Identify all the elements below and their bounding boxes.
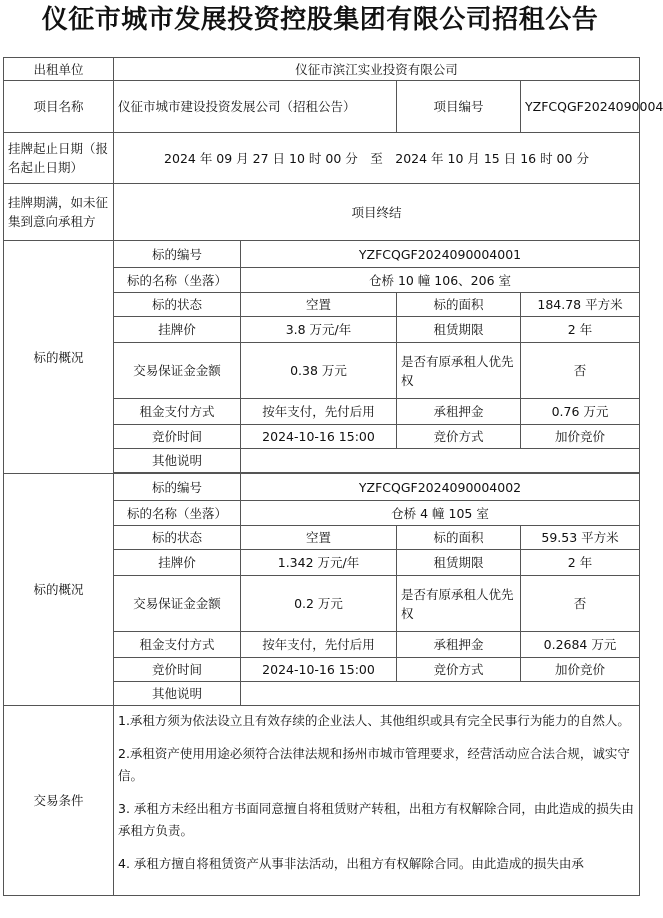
lot1-term-label: 租赁期限 [397,317,521,343]
lot1-code: YZFCQGF2024090004001 [241,241,640,268]
conditions-text [114,706,640,896]
lot2-code-row [4,474,640,501]
lot1-section-label: 标的概况 [4,241,114,474]
lot2-price: 1.342 万元/年 [241,550,397,576]
lot1-price: 3.8 万元/年 [241,317,397,343]
lot1-lease-deposit: 0.76 万元 [521,399,640,425]
lot1-area-label: 标的面积 [397,293,521,317]
lessor-row [4,58,640,81]
lot1-deposit-label: 交易保证金金额 [114,343,241,399]
listing-period-row [4,133,640,184]
notice-table [3,57,663,896]
lot1-priority-label: 是否有原承租人优先权 [397,343,521,399]
lot2-status-label: 标的状态 [114,526,241,550]
project-row [4,81,640,133]
lot2-other [241,682,640,706]
page-title: 仪征市城市发展投资控股集团有限公司招租公告 [41,5,599,35]
project-name-value: 仪征市城市建设投资发展公司（招租公告） [114,81,397,133]
lot2-lease-deposit: 0.2684 万元 [521,632,640,658]
lot1-other-label: 其他说明 [114,449,241,473]
lot1-payment-label: 租金支付方式 [114,399,241,425]
project-no-label: 项目编号 [397,81,521,133]
lot2-lease-deposit-label: 承租押金 [397,632,521,658]
condition-item: 1.承租方须为依法设立且有效存续的企业法人、其他组织或具有完全民事行为能力的自然人。 [118,713,630,728]
lot1-payment: 按年支付，先付后用 [241,399,397,425]
lot2-deposit: 0.2 万元 [241,576,397,632]
lot2-deposit-label: 交易保证金金额 [114,576,241,632]
lot2-status: 空置 [241,526,397,550]
condition-item: 3. 承租方未经出租方书面同意擅自将租赁财产转租，出租方有权解除合同，由此造成的损失由承租方负责。 [118,801,634,838]
lot1-term: 2 年 [521,317,640,343]
conditions-label: 交易条件 [4,706,114,896]
lot2-section-label: 标的概况 [4,474,114,706]
lot1-priority: 否 [521,343,640,399]
lot2-priority: 否 [521,576,640,632]
lot2-term-label: 租赁期限 [397,550,521,576]
lot1-bid-time-label: 竞价时间 [114,425,241,449]
listing-period-value: 2024 年 09 月 27 日 10 时 00 分 至 2024 年 10 月 15 日 16 时 00 分 [114,133,640,184]
lot2-bid-method-label: 竞价方式 [397,658,521,682]
expiry-row [4,184,640,241]
lot2-code: YZFCQGF2024090004002 [241,474,640,501]
lot1-status: 空置 [241,293,397,317]
lot1-other [241,449,640,473]
lot2-bid-time-label: 竞价时间 [114,658,241,682]
project-no-value: YZFCQGF2024090004 [521,81,640,133]
lot1-bid-time: 2024-10-16 15:00 [241,425,397,449]
lot2-payment-label: 租金支付方式 [114,632,241,658]
condition-item: 2.承租资产使用用途必须符合法律法规和扬州市城市管理要求，经营活动应合法合规，诚实守信。 [118,746,630,783]
lot1-deposit: 0.38 万元 [241,343,397,399]
lot2-area: 59.53 平方米 [521,526,640,550]
lot2-name: 仓桥 4 幢 105 室 [241,501,640,526]
lot2-term: 2 年 [521,550,640,576]
expiry-label: 挂牌期满，如未征集到意向承租方 [4,184,114,241]
lot1-code-row [4,241,640,268]
lot1-name-label: 标的名称（坐落） [114,268,241,293]
lessor-value: 仪征市滨江实业投资有限公司 [114,58,640,81]
lessor-label: 出租单位 [4,58,114,81]
conditions-row [4,706,640,896]
condition-item: 4. 承租方擅自将租赁资产从事非法活动，出租方有权解除合同。由此造成的损失由承 [118,856,584,871]
lot1-bid-method-label: 竞价方式 [397,425,521,449]
lot2-priority-label: 是否有原承租人优先权 [397,576,521,632]
listing-period-label: 挂牌起止日期（报名起止日期） [4,133,114,184]
lot2-area-label: 标的面积 [397,526,521,550]
lot2-bid-time: 2024-10-16 15:00 [241,658,397,682]
lot2-code-label: 标的编号 [114,474,241,501]
expiry-value: 项目终结 [114,184,640,241]
lot2-price-label: 挂牌价 [114,550,241,576]
lot2-other-label: 其他说明 [114,682,241,706]
lot1-code-label: 标的编号 [114,241,241,268]
lot2-payment: 按年支付，先付后用 [241,632,397,658]
lot1-status-label: 标的状态 [114,293,241,317]
lot1-price-label: 挂牌价 [114,317,241,343]
lot1-bid-method: 加价竞价 [521,425,640,449]
lot1-name: 仓桥 10 幢 106、206 室 [241,268,640,293]
lot2-name-label: 标的名称（坐落） [114,501,241,526]
lot1-area: 184.78 平方米 [521,293,640,317]
project-name-label: 项目名称 [4,81,114,133]
lot2-bid-method: 加价竞价 [521,658,640,682]
lot1-lease-deposit-label: 承租押金 [397,399,521,425]
